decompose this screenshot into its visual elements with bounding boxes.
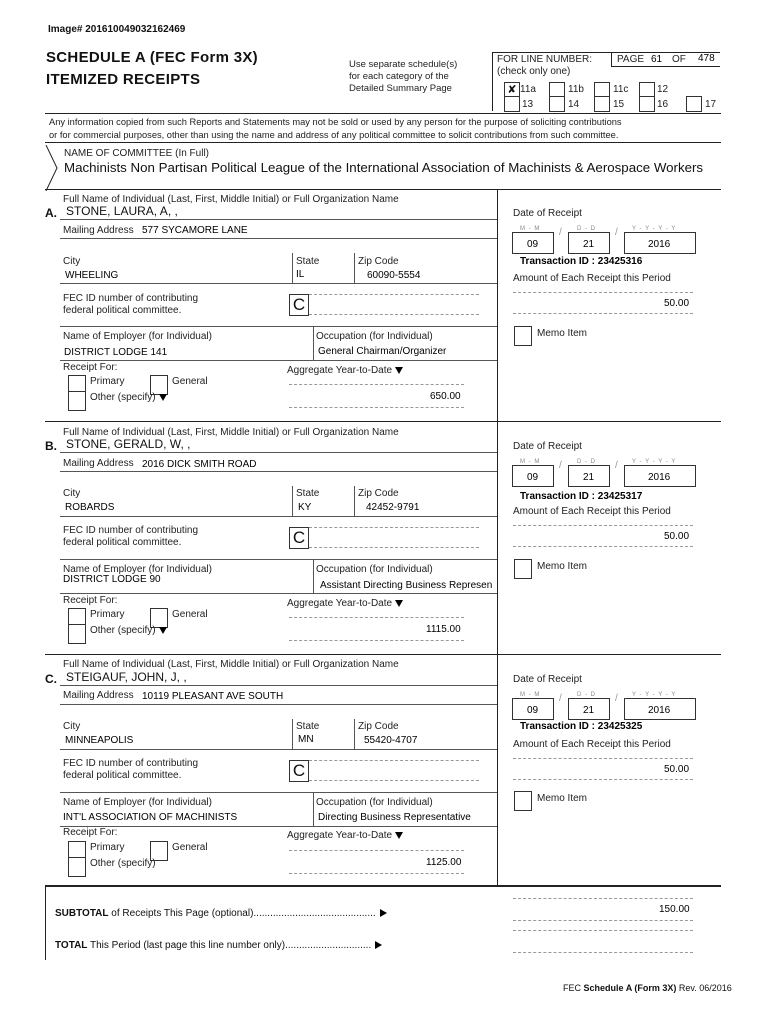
state-label: State <box>296 256 320 267</box>
amount-value: 50.00 <box>664 764 690 775</box>
month-value: 09 <box>527 239 539 250</box>
month-value: 09 <box>527 472 539 483</box>
state-value: MN <box>298 734 314 745</box>
employer-label: Name of Employer (for Individual) <box>63 797 212 808</box>
zip-value: 42452-9791 <box>366 502 420 513</box>
date-of-receipt-label: Date of Receipt <box>513 674 582 685</box>
state-label: State <box>296 721 320 732</box>
occupation-label: Occupation (for Individual) <box>316 331 433 342</box>
other-checkbox[interactable] <box>68 857 86 877</box>
line-13-checkbox[interactable] <box>504 96 520 112</box>
line-17-checkbox[interactable] <box>686 96 702 112</box>
date-of-receipt-label: Date of Receipt <box>513 208 582 219</box>
line-11a-checkbox[interactable]: ✘ <box>504 82 520 98</box>
memo-item-label: Memo Item <box>537 561 588 572</box>
contributor-name: STONE, GERALD, W, , <box>66 437 191 451</box>
city-label: City <box>63 256 81 267</box>
aggregate-label: Aggregate Year-to-Date <box>287 365 403 376</box>
employer-label: Name of Employer (for Individual) <box>63 564 212 575</box>
aggregate-label: Aggregate Year-to-Date <box>287 598 403 609</box>
fec-id-label: FEC ID number of contributing federal political committee. <box>63 758 199 781</box>
memo-item-checkbox[interactable] <box>514 326 532 346</box>
year-value: 2016 <box>648 472 671 483</box>
year-value: 2016 <box>648 705 671 716</box>
city-label: City <box>63 488 81 499</box>
aggregate-value: 650.00 <box>430 391 461 402</box>
general-label: General <box>172 609 208 620</box>
schedule-title: SCHEDULE A (FEC Form 3X) <box>46 49 258 66</box>
mailing-address: 10119 PLEASANT AVE SOUTH <box>142 691 284 702</box>
date-of-receipt-label: Date of Receipt <box>513 441 582 452</box>
memo-item-label: Memo Item <box>537 328 588 339</box>
committee-bracket <box>45 145 59 191</box>
line-15-label: 15 <box>613 99 625 110</box>
line-12-label: 12 <box>657 84 669 95</box>
fec-id-c-box: C <box>289 527 309 549</box>
city-label: City <box>63 721 81 732</box>
aggregate-value: 1125.00 <box>426 857 462 868</box>
entry-letter: A. <box>45 206 57 220</box>
receipt-for-label: Receipt For: <box>63 595 118 606</box>
subtotal-label: SUBTOTAL of Receipts This Page (optional)............................................ <box>55 908 387 919</box>
line-14-label: 14 <box>568 99 580 110</box>
transaction-id: Transaction ID : 23425316 <box>520 256 643 267</box>
line-16-label: 16 <box>657 99 669 110</box>
primary-label: Primary <box>90 609 125 620</box>
page-label: PAGE <box>617 54 645 65</box>
general-label: General <box>172 376 208 387</box>
zip-value: 55420-4707 <box>364 735 418 746</box>
fec-id-c-box: C <box>289 294 309 316</box>
zip-label: Zip Code <box>358 256 399 267</box>
transaction-id: Transaction ID : 23425317 <box>520 491 643 502</box>
primary-label: Primary <box>90 842 125 853</box>
form-footer: FEC Schedule A (Form 3X) Rev. 06/2016 <box>563 983 732 993</box>
zip-value: 60090-5554 <box>367 270 421 281</box>
page-number: 61 <box>651 54 663 65</box>
city-value: WHEELING <box>65 270 119 281</box>
contributor-name: STONE, LAURA, A, , <box>66 204 178 218</box>
amount-label: Amount of Each Receipt this Period <box>513 273 671 284</box>
state-label: State <box>296 488 320 499</box>
fec-id-label: FEC ID number of contributing federal political committee. <box>63 293 199 316</box>
entry-letter: B. <box>45 439 57 453</box>
occupation-value: Directing Business Representative <box>318 812 471 823</box>
total-label: TOTAL This Period (last page this line number only)............................... <box>55 940 382 951</box>
contributor-name: STEIGAUF, JOHN, J, , <box>66 670 187 684</box>
zip-label: Zip Code <box>358 721 399 732</box>
state-value: IL <box>296 269 305 280</box>
receipt-for-label: Receipt For: <box>63 362 118 373</box>
city-value: MINNEAPOLIS <box>65 735 134 746</box>
aggregate-label: Aggregate Year-to-Date <box>287 830 403 841</box>
other-label: Other (specify) <box>90 392 167 403</box>
amount-label: Amount of Each Receipt this Period <box>513 506 671 517</box>
amount-value: 50.00 <box>664 531 690 542</box>
occupation-value: General Chairman/Organizer <box>318 346 447 357</box>
other-checkbox[interactable] <box>68 624 86 644</box>
aggregate-value: 1115.00 <box>426 624 461 635</box>
notice: Any information copied from such Reports and Statements may not be sold or used by any person for the purpose of soliciting contributions or for commercial purposes, other than using the name and address of any political committee to solicit contributions from such committee. <box>49 117 622 140</box>
day-value: 21 <box>583 705 595 716</box>
day-value: 21 <box>583 239 595 250</box>
committee-name: Machinists Non Partisan Political League of the International Association of Machinists & Aerospace Workers <box>64 160 704 175</box>
receipt-for-label: Receipt For: <box>63 827 118 838</box>
amount-value: 50.00 <box>664 298 690 309</box>
of-label: OF <box>672 54 686 65</box>
zip-label: Zip Code <box>358 488 399 499</box>
memo-item-label: Memo Item <box>537 793 588 804</box>
image-id: Image# 201610049032162469 <box>48 24 186 35</box>
state-value: KY <box>298 502 312 513</box>
general-label: General <box>172 842 208 853</box>
mailing-address: 577 SYCAMORE LANE <box>142 225 248 236</box>
check-only-label: (check only one) <box>497 66 571 77</box>
mailing-label: Mailing Address <box>63 225 134 236</box>
employer-label: Name of Employer (for Individual) <box>63 331 212 342</box>
month-value: 09 <box>527 705 539 716</box>
primary-label: Primary <box>90 376 125 387</box>
line-number-label: FOR LINE NUMBER: <box>497 54 593 65</box>
other-label: Other (specify) <box>90 625 167 636</box>
memo-item-checkbox[interactable] <box>514 559 532 579</box>
instructions: Use separate schedule(s) for each category of the Detailed Summary Page <box>349 59 458 94</box>
full-name-label: Full Name of Individual (Last, First, Middle Initial) or Full Organization Name <box>63 194 399 205</box>
subtotal-value: 150.00 <box>659 904 690 915</box>
line-11a-label: 11a <box>520 84 536 95</box>
occupation-value: Assistant Directing Business Represen <box>320 580 493 591</box>
line-15-checkbox[interactable] <box>594 96 610 112</box>
mailing-label: Mailing Address <box>63 458 134 469</box>
occupation-label: Occupation (for Individual) <box>316 797 433 808</box>
employer-value: INT'L ASSOCIATION OF MACHINISTS <box>63 812 238 823</box>
other-label: Other (specify) <box>90 858 156 869</box>
committee-label: NAME OF COMMITTEE (In Full) <box>64 148 209 159</box>
fec-id-c-box: C <box>289 760 309 782</box>
city-value: ROBARDS <box>65 502 115 513</box>
full-name-label: Full Name of Individual (Last, First, Middle Initial) or Full Organization Name <box>63 659 399 670</box>
amount-label: Amount of Each Receipt this Period <box>513 739 671 750</box>
year-value: 2016 <box>648 239 671 250</box>
mailing-address: 2016 DICK SMITH ROAD <box>142 459 257 470</box>
full-name-label: Full Name of Individual (Last, First, Middle Initial) or Full Organization Name <box>63 427 399 438</box>
day-value: 21 <box>583 472 595 483</box>
employer-value: DISTRICT LODGE 141 <box>64 347 168 358</box>
line-11b-label: 11b <box>568 84 584 95</box>
fec-id-label: FEC ID number of contributing federal political committee. <box>63 525 199 548</box>
page-total: 478 <box>698 53 715 64</box>
line-11c-label: 11c <box>613 84 629 95</box>
other-checkbox[interactable] <box>68 391 86 411</box>
memo-item-checkbox[interactable] <box>514 791 532 811</box>
employer-value: DISTRICT LODGE 90 <box>63 574 161 585</box>
entry-letter: C. <box>45 672 57 686</box>
line-13-label: 13 <box>522 99 534 110</box>
transaction-id: Transaction ID : 23425325 <box>520 721 643 732</box>
schedule-subtitle: ITEMIZED RECEIPTS <box>46 71 201 88</box>
line-16-checkbox[interactable] <box>639 96 655 112</box>
mailing-label: Mailing Address <box>63 690 134 701</box>
occupation-label: Occupation (for Individual) <box>316 564 433 575</box>
line-17-label: 17 <box>705 99 717 110</box>
line-14-checkbox[interactable] <box>549 96 565 112</box>
